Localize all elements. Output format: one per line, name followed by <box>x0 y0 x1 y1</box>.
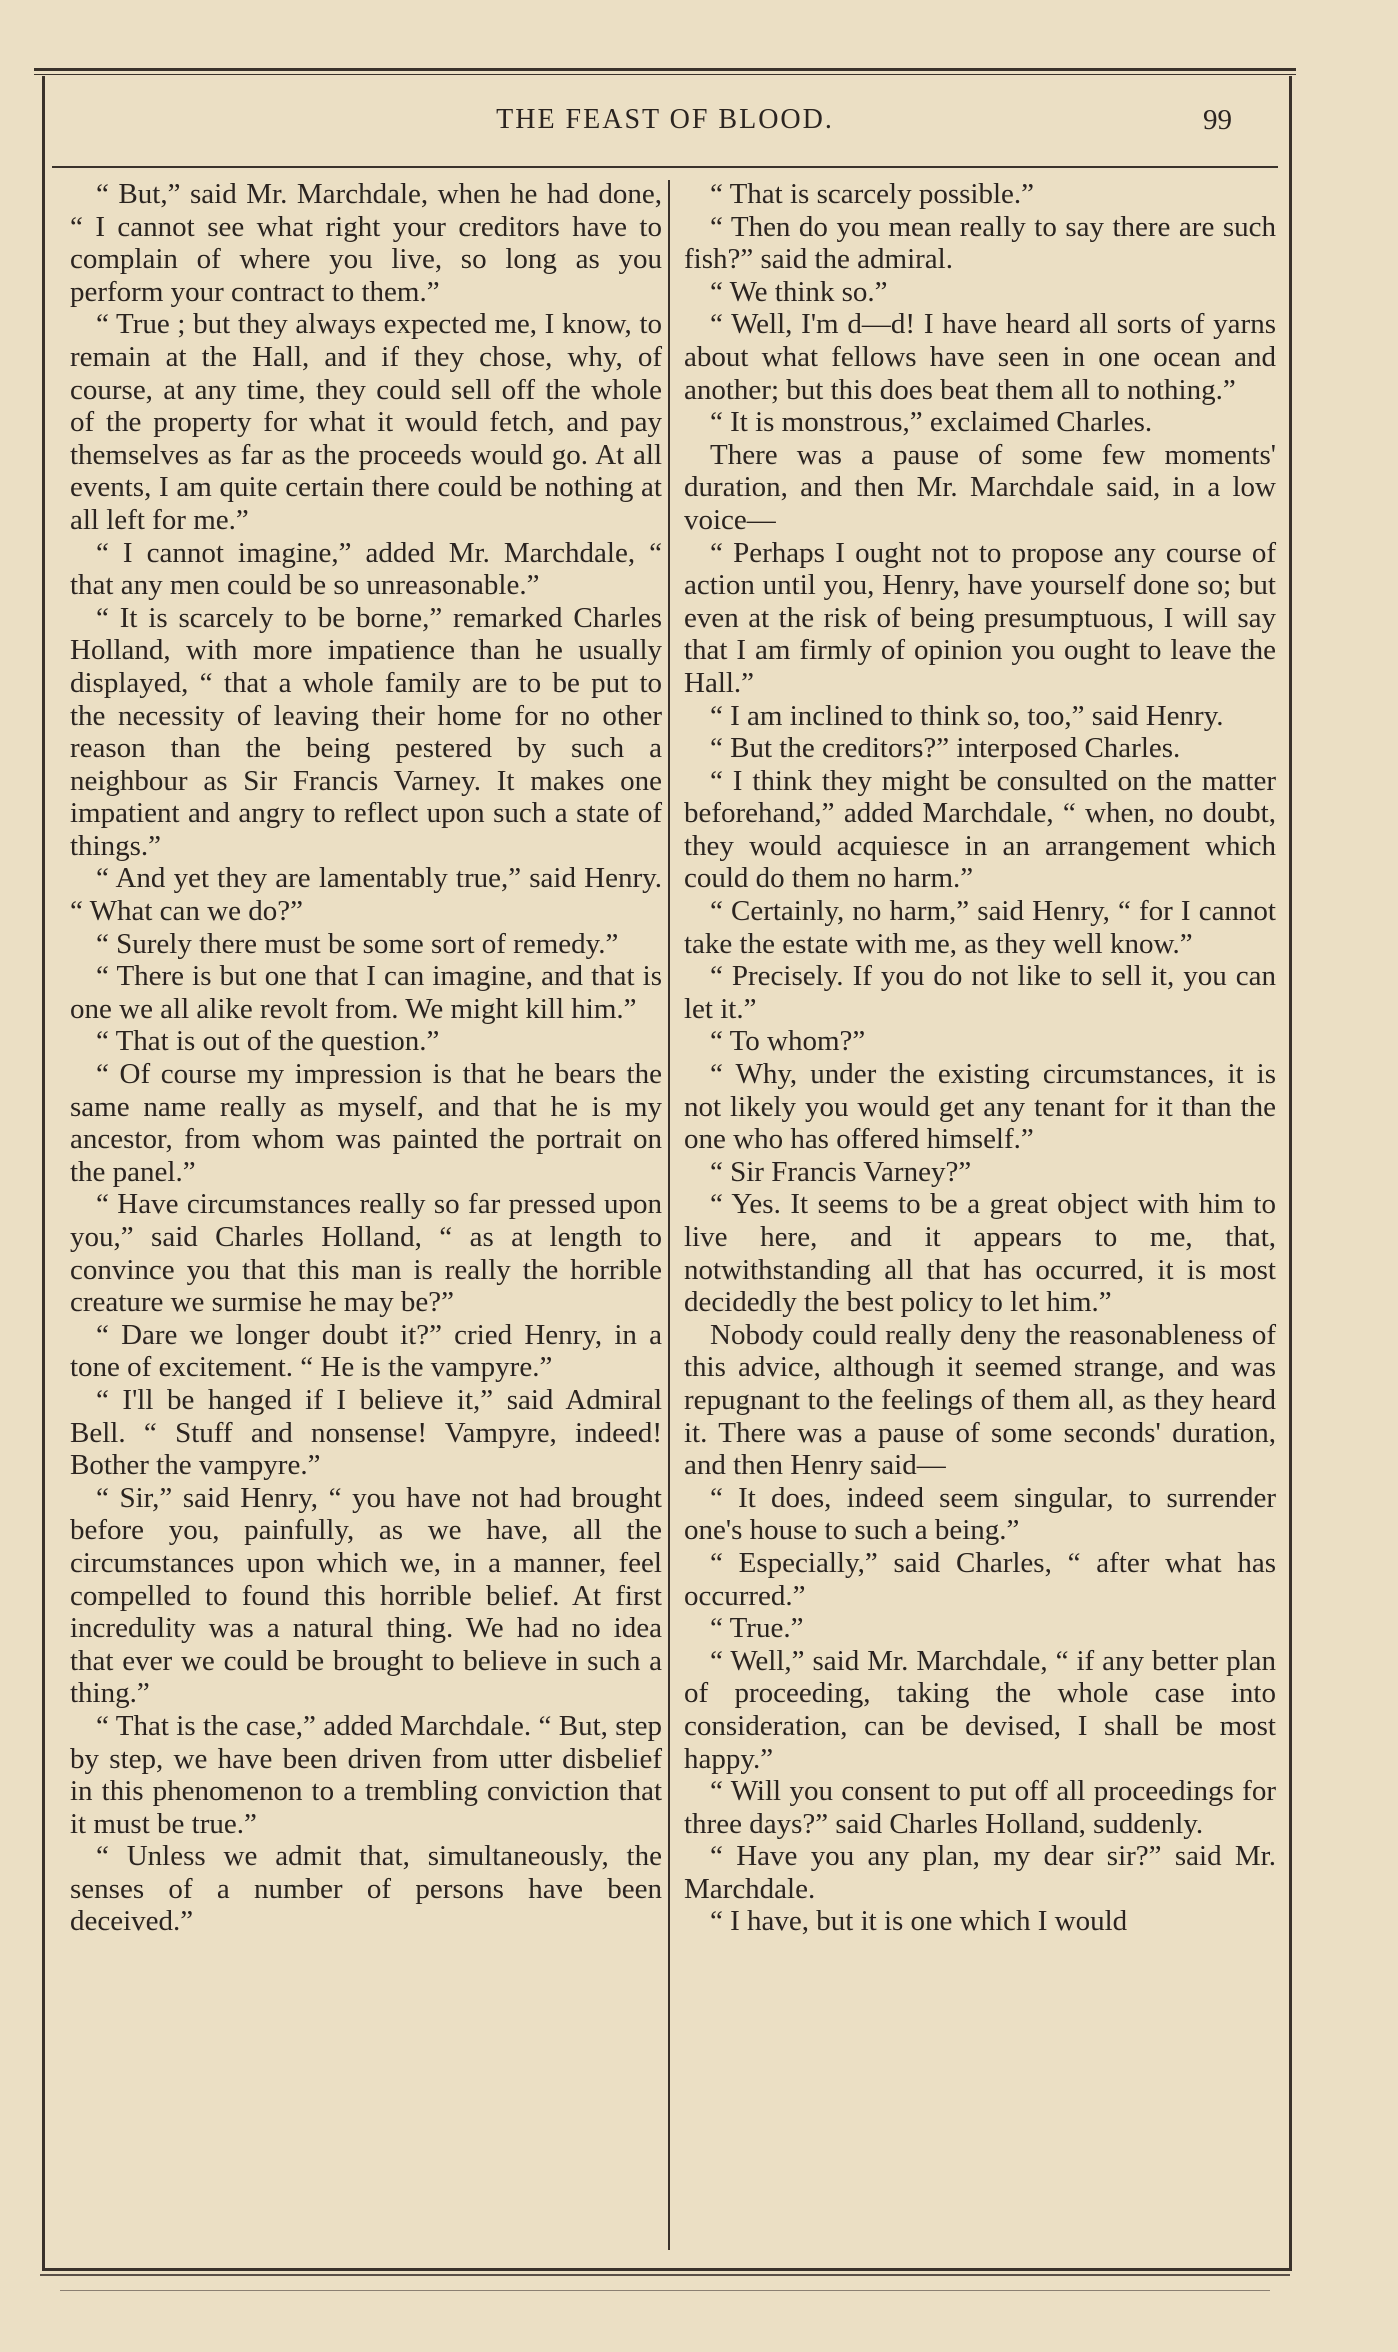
paragraph: “ I think they might be consulted on the matter beforehand,” added Marchdale, “ when, no doubt, they would acquiesce in an arrangement which could do them no harm.” <box>684 764 1276 895</box>
paragraph: “ Sir,” said Henry, “ you have not had brought before you, painfully, as we have, all the circumstances upon which we, in a manner, feel compelled to found this horrible belief. At first incredulity was a natural thing. We had no idea that ever we could be brought to believe in such a thing.” <box>70 1481 662 1710</box>
paragraph: “ Especially,” said Charles, “ after what has occurred.” <box>684 1546 1276 1612</box>
paragraph: “ We think so.” <box>710 275 888 308</box>
paragraph: “ To whom?” <box>710 1025 866 1058</box>
paragraph: “ It is monstrous,” exclaimed Charles. <box>710 406 1153 439</box>
paragraph: “ Perhaps I ought not to propose any course of action until you, Henry, have yourself done so; but even at the risk of being presumptuous, I will say that I am firmly of opinion you ought to leave the Hall.” <box>684 536 1276 699</box>
paragraph: “ Certainly, no harm,” said Henry, “ for I cannot take the estate with me, as they well know.” <box>684 895 1276 960</box>
top-rule-thin <box>34 74 1296 75</box>
paragraph: There was a pause of some few moments' duration, and then Mr. Marchdale said, in a low voice— <box>684 438 1276 536</box>
right-column <box>684 178 1276 1938</box>
column-divider <box>668 180 670 2250</box>
running-title: THE FEAST OF BLOOD. <box>496 104 834 135</box>
paragraph: “ That is the case,” added Marchdale. “ But, step by step, we have been driven from utter disbelief in this phenomenon to a trembling conviction that it must be true.” <box>70 1709 662 1840</box>
paragraph: “ It does, indeed seem singular, to surrender one's house to such a being.” <box>684 1481 1276 1547</box>
page-number: 99 <box>1203 104 1232 136</box>
paragraph: “ That is scarcely possible.” <box>710 178 1034 210</box>
paragraph: “ But the creditors?” interposed Charles. <box>710 732 1181 765</box>
paragraph: “ And yet they are lamentably true,” said Henry. “ What can we do?” <box>70 862 662 928</box>
paragraph: “ I am inclined to think so, too,” said Henry. <box>710 699 1224 732</box>
paragraph: “ Dare we longer doubt it?” cried Henry, in a tone of excitement. “ He is the vampyre.” <box>70 1318 662 1384</box>
paragraph: “ That is out of the question.” <box>96 1025 440 1058</box>
paragraph: “ I'll be hanged if I believe it,” said Admiral Bell. “ Stuff and nonsense! Vampyre, indeed! Bother the vampyre.” <box>70 1383 662 1482</box>
paragraph: “ There is but one that I can imagine, and that is one we all alike revolt from. We might kill him.” <box>70 960 662 1025</box>
bottom-rule <box>40 2274 1290 2276</box>
paragraph: “ Surely there must be some sort of remedy.” <box>96 927 619 960</box>
paragraph: “ Have you any plan, my dear sir?” said Mr. Marchdale. <box>684 1840 1276 1905</box>
paragraph: “ It is scarcely to be borne,” remarked Charles Holland, with more impatience than he usually displayed, “ that a whole family are to be put to the necessity of leaving their home for no other reason than the being pestered by such a neighbour as Sir Francis Varney. It makes one impatient and angry to reflect upon such a state of things.” <box>70 601 662 862</box>
paragraph: “ Of course my impression is that he bears the same name really as myself, and that he is my ancestor, from whom was painted the portrait on the panel.” <box>70 1058 662 1188</box>
paragraph: “ Yes. It seems to be a great object with him to live here, and it appears to me, that, notwithstanding all that has occurred, it is most decidedly the best policy to let him.” <box>684 1188 1276 1319</box>
paragraph: “ I have, but it is one which I would <box>710 1905 1128 1938</box>
paragraph: “ True.” <box>710 1612 804 1645</box>
paragraph: “ Unless we admit that, simultaneously, the senses of a number of persons have been deceived.” <box>70 1840 662 1938</box>
top-rule <box>34 68 1296 71</box>
paragraph: “ But,” said Mr. Marchdale, when he had done, “ I cannot see what right your creditors have to complain of where you live, so long as you perform your contract to them.” <box>70 178 662 308</box>
paragraph: “ Sir Francis Varney?” <box>710 1155 972 1188</box>
bottom-rule-thin <box>60 2290 1270 2291</box>
paragraph: “ Why, under the existing circumstances, it is not likely you would get any tenant for it than the one who has offered himself.” <box>684 1058 1276 1156</box>
paragraph: “ Then do you mean really to say there are such fish?” said the admiral. <box>684 210 1276 276</box>
paragraph: “ True ; but they always expected me, I know, to remain at the Hall, and if they chose, why, of course, at any time, they could sell off the whole of the property for what it would fetch, and pay themselves as far as the proceeds would go. At all events, I am quite certain there could be nothing at all left for me.” <box>70 308 662 536</box>
paragraph: “ I cannot imagine,” added Mr. Marchdale, “ that any men could be so unreasonable.” <box>70 536 662 602</box>
paragraph: “ Will you consent to put off all proceedings for three days?” said Charles Holland, suddenly. <box>684 1775 1276 1840</box>
left-column <box>70 178 662 1938</box>
page-header <box>52 96 1278 156</box>
paragraph: “ Well,” said Mr. Marchdale, “ if any better plan of proceeding, taking the whole case into consideration, can be devised, I shall be most happy.” <box>684 1644 1276 1775</box>
paragraph: “ Well, I'm d—d! I have heard all sorts of yarns about what fellows have seen in one ocean and another; but this does beat them all to nothing.” <box>684 308 1276 406</box>
paragraph: “ Have circumstances really so far pressed upon you,” said Charles Holland, “ as at length to convince you that this man is really the horrible creature we surmise he may be?” <box>70 1188 662 1319</box>
paragraph: “ Precisely. If you do not like to sell it, you can let it.” <box>684 960 1276 1025</box>
paragraph: Nobody could really deny the reasonableness of this advice, although it seemed strange, and was repugnant to the feelings of them all, as they heard it. There was a pause of some seconds' duration, and then Henry said— <box>684 1318 1276 1482</box>
